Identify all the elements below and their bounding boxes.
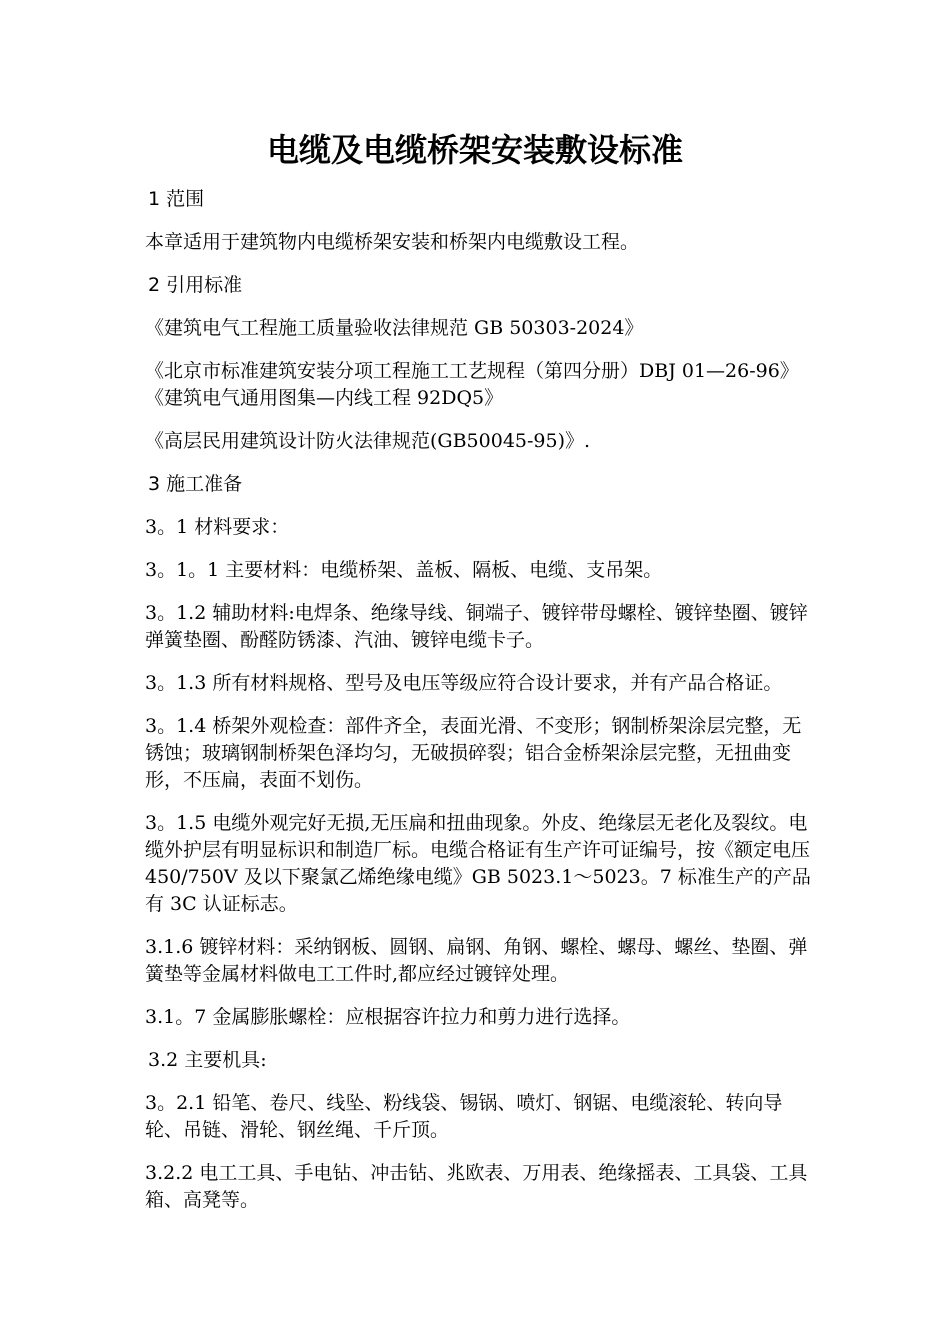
- paragraph-3-2: 3.2 主要机具:: [148, 1049, 267, 1071]
- paragraph-3-1-2: 3。1.2 辅助材料:电焊条、绝缘导线、铜端子、镀锌带母螺栓、镀锌垫圈、镀锌弹簧垫圈、酚醛防锈漆、汽油、镀锌电缆卡子。: [145, 602, 808, 651]
- document-body: [145, 186, 815, 1230]
- paragraph-reference-dbj01: 《北京市标准建筑安装分项工程施工工艺规程（第四分册）DBJ 01—26-96》 《建筑电气通用图集—内线工程 92DQ5》: [145, 360, 809, 409]
- paragraph-3-1: 3。1 材料要求：: [145, 516, 290, 538]
- paragraph-3-1-7: 3.1。7 金属膨胀螺栓：应根据容许拉力和剪力进行选择。: [145, 1006, 631, 1028]
- section-heading-scope: 1 范围: [148, 188, 205, 210]
- paragraph-3-2-2: 3.2.2 电工工具、手电钻、冲击钻、兆欧表、万用表、绝缘摇表、工具袋、工具箱、高凳等。: [145, 1162, 808, 1211]
- paragraph-reference-gb50303: 《建筑电气工程施工质量验收法律规范 GB 50303-2024》: [145, 317, 644, 339]
- paragraph-reference-gb50045: 《高层民用建筑设计防火法律规范(GB50045-95)》.: [145, 430, 591, 452]
- paragraph-3-1-1: 3。1。1 主要材料：电缆桥架、盖板、隔板、电缆、支吊架。: [145, 559, 663, 581]
- paragraph-3-1-4: 3。1.4 桥架外观检查：部件齐全，表面光滑、不变形；钢制桥架涂层完整，无锈蚀；玻璃钢制桥架色泽均匀，无破损碎裂；铝合金桥架涂层完整，无扭曲变形，不压扁，表面不划伤。: [145, 715, 802, 791]
- section-heading-references: 2 引用标准: [148, 274, 243, 296]
- document-title: 电缆及电缆桥架安装敷设标准: [266, 131, 683, 169]
- paragraph-3-2-1: 3。2.1 铅笔、卷尺、线坠、粉线袋、锡锅、喷灯、钢锯、电缆滚轮、转向导轮、吊链、滑轮、钢丝绳、千斤顶。: [145, 1092, 783, 1141]
- paragraph-3-1-3: 3。1.3 所有材料规格、型号及电压等级应符合设计要求，并有产品合格证。: [145, 672, 783, 694]
- paragraph-3-1-5: 3。1.5 电缆外观完好无损,无压扁和扭曲现象。外皮、绝缘层无老化及裂纹。电缆外护层有明显标识和制造厂标。电缆合格证有生产许可证编号，按《额定电压 450/750V 及以下聚氯乙烯绝缘电缆》GB 5023.1～5023。7 标准生产的产品有 3C 认证标志。: [145, 812, 811, 915]
- paragraph-3-1-6: 3.1.6 镀锌材料：采纳钢板、圆钢、扁钢、角钢、螺栓、螺母、螺丝、垫圈、弹簧垫等金属材料做电工工件时,都应经过镀锌处理。: [145, 936, 808, 985]
- paragraph-scope: 本章适用于建筑物内电缆桥架安装和桥架内电缆敷设工程。: [145, 231, 640, 253]
- section-heading-preparation: 3 施工准备: [148, 473, 243, 495]
